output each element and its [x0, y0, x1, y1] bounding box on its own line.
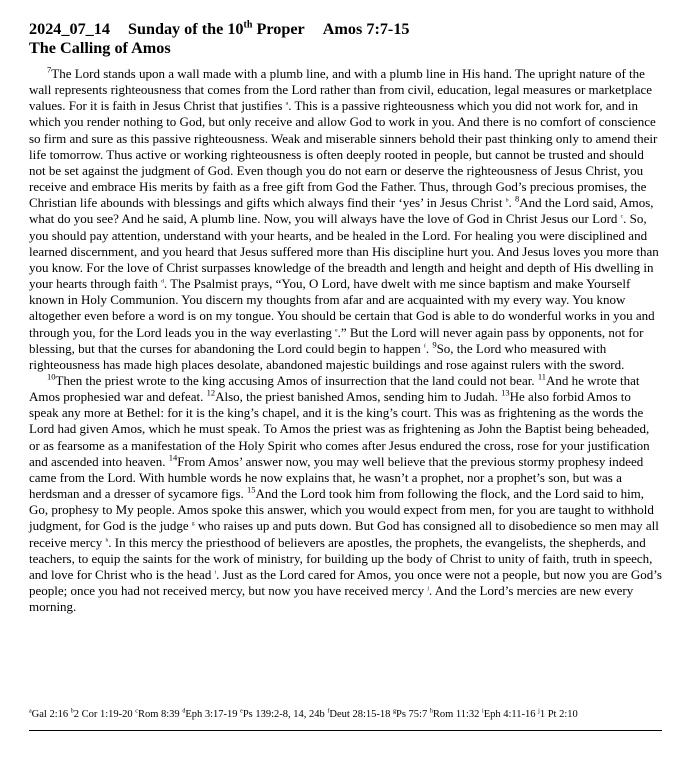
footnote-divider	[29, 730, 662, 731]
footnote-letter: i	[482, 708, 484, 715]
paragraph	[29, 373, 662, 615]
footnote-marker: i	[214, 569, 217, 576]
footnote-reference: Eph 4:11-16	[483, 709, 539, 720]
footnote-reference: Rom 11:32	[432, 709, 483, 720]
footnote-reference: Rom 8:39	[137, 709, 183, 720]
footnote-marker: c	[620, 214, 624, 221]
paragraph-text: Then the priest wrote to the king accusing Amos of insurrection that the land could not bear.	[55, 372, 538, 388]
footnote-reference: Gal 2:16	[31, 709, 71, 720]
header-reading: Amos 7:7-15	[322, 20, 410, 38]
paragraph-text: Also, the priest banished Amos, sending him to Judah.	[215, 389, 502, 405]
verse-number: 10	[47, 371, 56, 382]
paragraph-text: He also forbid Amos to speak any more at Bethel: for it is the king’s chapel, and it is the king’s court. This was as frightening as the words the Lord had given Amos, which he must speak. To Amos the priest was as frightening as John the Baptist being beheaded, or as fearsome as a manifestation of the Holy Spirit who comes after Jesus endured the cross, rose for your justification and ascended into heaven.	[29, 389, 650, 469]
footnote-reference: Eph 3:17-19	[185, 709, 241, 720]
paragraph-text: . So, you should pay attention, understand with your hearts, and be healed in the Lord. For healing you were disciplined and learned discernment, and you heard that Jesus suffered more than His discipline hurt you. And Jesus loves you more than you know. For the love of Christ surpasses knowledge of the breadth and length and height and depth of His dwelling in your hearts through faith	[29, 211, 659, 292]
footnote-letter: d	[182, 708, 186, 715]
document-subtitle: The Calling of Amos	[29, 39, 171, 57]
paragraph-text: And the Lord said, Amos, what do you see? And he said, A plumb line. Now, you will always have the love of God in Christ Jesus our Lord	[29, 195, 654, 227]
paragraph-text: . In this mercy the priesthood of believers are apostles, the prophets, the evangelists, the shepherds, and teachers, to equip the saints for the work of ministry, for building up the body of Christ to unity of faith, truth in speech, and love for Christ who is the head	[29, 534, 653, 582]
footnote-marker: a	[285, 100, 289, 107]
footnote-marker: b	[505, 197, 509, 204]
verse-number: 13	[501, 387, 510, 398]
verse-number: 11	[537, 371, 547, 382]
paragraph-text: And he wrote that Amos prophesied war and defeat.	[29, 372, 640, 405]
footnote-letter: b	[70, 708, 74, 715]
verse-number: 9	[432, 339, 437, 350]
footnote-letter: c	[135, 708, 138, 715]
header-date: 2024_07_14	[29, 20, 110, 38]
footnote-marker: h	[105, 537, 109, 544]
paragraph-text: So, the Lord who measured with righteousness has made high places desolate, abandoned majestic buildings and rose against rulers with the sword.	[29, 340, 625, 372]
paragraph-text: From Amos’ answer now, you may well believe that the previous stormy prophesy indeed came from the Lord. With humble words he now explains that, he wasn’t a prophet, nor a prophet’s son, but was a herdsman and a dresser of sycamore figs.	[29, 453, 644, 502]
footnote-marker: g	[191, 521, 195, 528]
header-day: Sunday of the 10th Proper	[127, 19, 305, 38]
footnote-letter: h	[429, 708, 433, 715]
paragraph-text: . And the Lord’s mercies are new every morning.	[29, 583, 634, 615]
footnote-letter: f	[327, 708, 330, 715]
footnote-reference: 1 Pt 2:10	[539, 709, 578, 720]
footnote-letter: j	[538, 708, 540, 715]
footnote-letter: g	[392, 708, 396, 715]
paragraph-text: The Lord stands upon a wall made with a plumb line, and with a plumb line in His hand. The upright nature of the wall represents righteousness that comes from the Lord rather than from civil, education, legal measures or marketplace values. For it is faith in Jesus Christ that justifies	[29, 66, 653, 114]
sermon-body	[29, 66, 662, 615]
footnote-reference: Ps 75:7	[395, 709, 430, 720]
verse-number: 14	[168, 452, 178, 463]
paragraph-text: . The Psalmist prays, “You, O Lord, have dwelt with me since baptism and make Yourself known in Holy Communion. You discern my thoughts from afar and are acquainted with my every way. You know altogether even before a word is on my tongue. You should be certain that God is able to do wonderful works in you and through you, for the Lord leads you in the way everlasting	[29, 276, 655, 340]
verse-number: 7	[47, 64, 52, 75]
footnote-marker: d	[161, 278, 164, 285]
footnote-letter: a	[29, 708, 32, 715]
paragraph-text: who raises up and puts down. But God has consigned all to disobedience so men may all receive mercy	[29, 518, 659, 550]
paragraph-text: .	[425, 340, 433, 356]
footnote-marker: e	[335, 327, 338, 334]
paragraph-text: . This is a passive righteousness which you did not work for, and in which you render nothing to God, but only receive and allow God to work in you. And there is no comfort of conscience so firm and sure as this passive righteousness. Weak and miserable sinners behold their past thinking only to amend their life tomorrow. Thus active or working righteousness is often deeply rooted in people, but cannot be trusted and should not be set against the judgment of God. Even though you do not earn or deserve the righteousness of Jesus Christ, you receive and embrace His merits by faith as a free gift from God the Father. Thus, through God’s precious promises, the Christian life abounds with blessings and gifts which always find their ‘yes’ in Jesus Christ	[29, 98, 658, 211]
footnote-marker: f	[423, 343, 426, 350]
footnote-letter: e	[240, 708, 243, 715]
verse-number: 8	[514, 193, 520, 204]
footnote-reference: Deut 28:15-18	[329, 709, 393, 720]
verse-number: 12	[206, 387, 216, 398]
paragraph-text: .	[508, 195, 515, 211]
footnote-reference: 2 Cor 1:19-20	[73, 709, 136, 720]
footnote-marker: j	[427, 585, 429, 592]
footnote-reference: Ps 139:2-8, 14, 24b	[242, 709, 328, 720]
paragraph-text: And the Lord took him from following the flock, and the Lord said to him, Go, prophesy to My people. Amos spoke this answer, which you would expect from men, for you are taught to withhold judgment, for God is the judge	[29, 486, 654, 534]
paragraph-text: . Just as the Lord cared for Amos, you once were not a people, but now you are God’s people; once you had not received mercy, but now you have received mercy	[29, 566, 662, 598]
document-heading	[29, 20, 662, 39]
paragraph	[29, 66, 662, 373]
verse-number: 15	[247, 484, 256, 495]
paragraph-text: .” But the Lord will never again pass by opponents, not for blessing, but that the curses for abandoning the Lord could begin to happen	[29, 324, 644, 356]
footnotes-line	[29, 708, 578, 721]
